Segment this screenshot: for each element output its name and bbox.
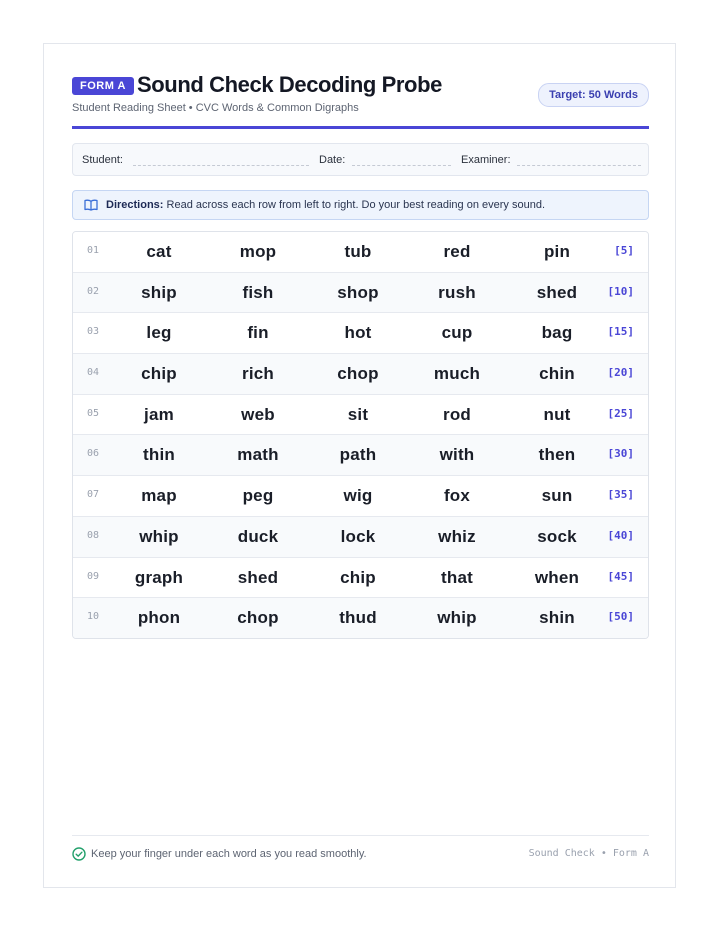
word: whip xyxy=(437,608,477,628)
word: peg xyxy=(242,486,274,506)
cumulative-count: [10] xyxy=(607,284,634,298)
word: chop xyxy=(237,608,279,628)
student-label: Student: xyxy=(82,154,123,166)
student-info-bar xyxy=(72,143,649,176)
word: red xyxy=(443,242,471,261)
book-open-icon xyxy=(84,199,98,211)
examiner-label: Examiner: xyxy=(461,154,511,166)
row-number: 09 xyxy=(87,570,100,582)
word: graph xyxy=(134,567,184,587)
word: hot xyxy=(344,323,372,343)
word-row xyxy=(73,598,648,638)
word: phon xyxy=(137,608,181,628)
date-field[interactable] xyxy=(352,165,451,166)
word: sock xyxy=(537,526,577,546)
cumulative-count: [15] xyxy=(607,325,634,339)
row-number: 03 xyxy=(87,326,100,338)
word: rod xyxy=(443,404,471,424)
row-number: 04 xyxy=(87,367,100,379)
word: shop xyxy=(337,282,379,302)
word: shed xyxy=(237,567,279,587)
word: with xyxy=(439,445,475,465)
word: jam xyxy=(144,404,174,424)
cumulative-count: [30] xyxy=(607,447,634,461)
word: lock xyxy=(340,526,376,546)
word: shed xyxy=(536,282,578,302)
word-row xyxy=(73,354,648,395)
word-row xyxy=(73,558,648,599)
word-row xyxy=(73,435,648,476)
row-number: 05 xyxy=(87,407,100,419)
word: math xyxy=(237,445,279,465)
word: fish xyxy=(242,282,274,302)
word: chop xyxy=(337,364,379,384)
word: pin xyxy=(543,242,571,261)
cumulative-count: [50] xyxy=(607,610,634,624)
word-row xyxy=(73,395,648,436)
row-number: 07 xyxy=(87,489,100,501)
word-grid xyxy=(72,231,649,639)
word: tub xyxy=(344,242,372,261)
word: when xyxy=(534,567,580,587)
word: web xyxy=(241,404,275,424)
word: sit xyxy=(347,404,369,424)
word: nut xyxy=(543,404,571,424)
word: much xyxy=(433,364,481,384)
word: wig xyxy=(343,486,373,506)
word: path xyxy=(339,445,377,465)
page-subtitle: Student Reading Sheet • CVC Words & Common Digraphs xyxy=(72,102,359,114)
word: that xyxy=(441,567,473,587)
cumulative-count: [45] xyxy=(607,569,634,583)
page-title: Sound Check Decoding Probe xyxy=(137,72,442,97)
cumulative-count: [25] xyxy=(607,406,634,420)
word: chin xyxy=(539,364,575,384)
word: map xyxy=(141,486,177,506)
word: leg xyxy=(146,323,172,343)
header-divider xyxy=(72,126,649,129)
student-field[interactable] xyxy=(133,165,309,166)
word: duck xyxy=(237,526,279,546)
footer-divider xyxy=(72,835,649,836)
sheet-header xyxy=(72,74,649,126)
check-circle-icon xyxy=(72,847,86,861)
word: whiz xyxy=(438,526,476,546)
footer-brand: Sound Check • Form A xyxy=(528,848,649,859)
directions-label: Directions: xyxy=(106,199,164,211)
cumulative-count: [20] xyxy=(607,366,634,380)
word: bag xyxy=(541,323,573,343)
word-row xyxy=(73,273,648,314)
row-number: 06 xyxy=(87,448,100,460)
reading-sheet xyxy=(43,43,676,888)
word-row xyxy=(73,476,648,517)
cumulative-count: [35] xyxy=(607,488,634,502)
word: whip xyxy=(139,526,179,546)
form-badge: FORM A xyxy=(72,77,134,95)
directions-body: Read across each row from left to right. Do your best reading on every sound. xyxy=(166,199,545,211)
word: rush xyxy=(438,282,476,302)
word: cat xyxy=(146,242,172,261)
word: then xyxy=(538,445,576,465)
row-number: 10 xyxy=(87,611,100,623)
word: fin xyxy=(247,323,269,343)
word: sun xyxy=(541,486,573,506)
cumulative-count: [40] xyxy=(607,528,634,542)
word: rich xyxy=(242,364,274,384)
row-number: 01 xyxy=(87,245,100,256)
word-row xyxy=(73,313,648,354)
word: mop xyxy=(239,242,277,261)
footer-tip: Keep your finger under each word as you read smoothly. xyxy=(91,848,367,860)
word-row xyxy=(73,232,648,273)
date-label: Date: xyxy=(319,154,346,166)
word: fox xyxy=(443,486,471,506)
cumulative-count: [5] xyxy=(614,244,634,257)
word: thin xyxy=(143,445,175,465)
directions-text xyxy=(106,199,545,211)
word: chip xyxy=(340,567,376,587)
directions-box xyxy=(72,190,649,220)
word: chip xyxy=(141,364,177,384)
row-number: 02 xyxy=(87,285,100,297)
examiner-field[interactable] xyxy=(517,165,641,166)
word: cup xyxy=(441,323,473,343)
word: shin xyxy=(539,608,575,628)
target-badge: Target: 50 Words xyxy=(538,83,649,107)
word: thud xyxy=(339,608,377,628)
word-row xyxy=(73,517,648,558)
word: ship xyxy=(141,282,177,302)
row-number: 08 xyxy=(87,529,100,541)
